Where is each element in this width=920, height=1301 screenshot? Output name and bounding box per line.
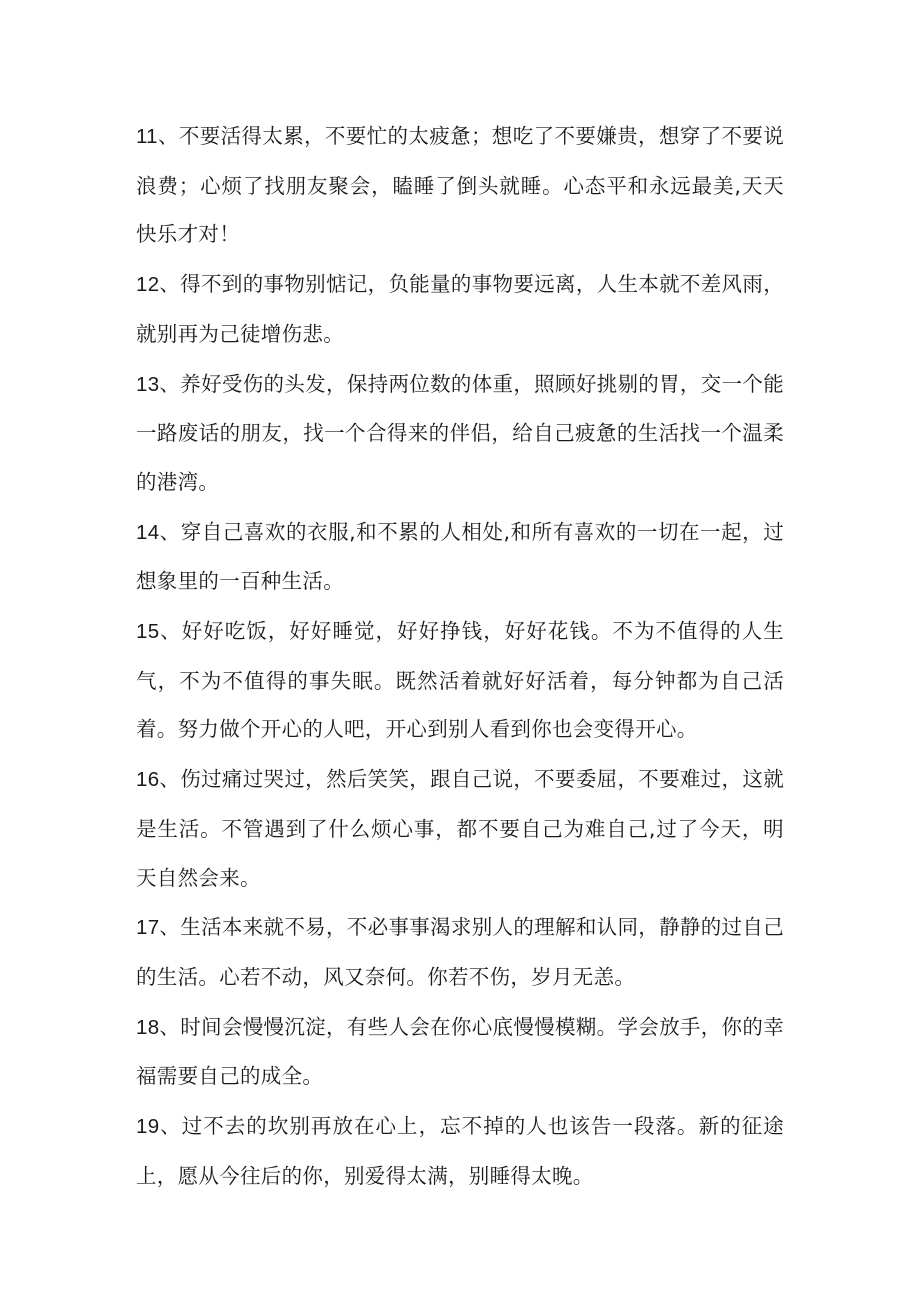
paragraph-15 [136, 607, 784, 754]
paragraph-number: 19 [136, 1115, 160, 1139]
paragraph-number: 14 [136, 520, 160, 544]
paragraph-number: 17 [136, 916, 160, 940]
paragraph-separator: 、 [159, 915, 181, 940]
paragraph-text: 伤过痛过哭过，然后笑笑，跟自己说，不要委屈，不要难过，这就是生活。不管遇到了什么烦心事，都不要自己为难自己,过了今天，明天自然会来。 [136, 767, 784, 890]
paragraph-text: 生活本来就不易，不必事事渴求别人的理解和认同，静静的过自己的生活。心若不动，风又奈何。你若不伤，岁月无恙。 [136, 915, 784, 989]
paragraph-13 [136, 360, 784, 507]
paragraph-separator: 、 [157, 124, 179, 148]
paragraph-number: 11 [136, 125, 158, 148]
paragraph-text: 好好吃饭，好好睡觉，好好挣钱，好好花钱。不为不值得的人生气，不为不值得的事失眠。既然活着就好好活着，每分钟都为自己活着。努力做个开心的人吧，开心到别人看到你也会变得开心。 [136, 619, 784, 742]
paragraph-separator: 、 [159, 272, 181, 297]
paragraph-separator: 、 [159, 619, 182, 644]
paragraph-text: 不要活得太累，不要忙的太疲惫；想吃了不要嫌贵，想穿了不要说浪费；心烦了找朋友聚会，瞌睡了倒头就睡。心态平和永远最美,天天快乐才对！ [136, 124, 784, 247]
paragraph-number: 12 [136, 273, 160, 297]
paragraph-number: 15 [136, 620, 160, 644]
paragraph-16 [136, 755, 784, 902]
paragraph-12 [136, 260, 784, 358]
paragraph-text: 时间会慢慢沉淀，有些人会在你心底慢慢模糊。学会放手，你的幸福需要自己的成全。 [136, 1014, 784, 1089]
paragraph-number: 16 [136, 768, 160, 792]
document-body [136, 112, 784, 1201]
paragraph-17 [136, 903, 784, 1001]
paragraph-text: 养好受伤的头发，保持两位数的体重，照顾好挑剔的胃，交一个能一路废话的朋友，找一个合得来的伴侣，给自己疲惫的生活找一个温柔的港湾。 [136, 371, 784, 494]
paragraph-separator: 、 [159, 371, 181, 396]
paragraph-separator: 、 [159, 1014, 181, 1039]
paragraph-text: 过不去的坎别再放在心上，忘不掉的人也该告一段落。新的征途上，愿从今往后的你，别爱得太满，别睡得太晚。 [136, 1114, 784, 1188]
paragraph-19 [136, 1102, 784, 1200]
paragraph-separator: 、 [159, 519, 181, 544]
paragraph-14 [136, 508, 784, 606]
paragraph-18 [136, 1003, 784, 1101]
paragraph-text: 穿自己喜欢的衣服,和不累的人相处,和所有喜欢的一切在一起，过想象里的一百种生活。 [136, 519, 784, 594]
paragraph-11 [136, 112, 784, 259]
paragraph-number: 18 [136, 1015, 160, 1039]
paragraph-separator: 、 [159, 1114, 182, 1139]
paragraph-text: 得不到的事物别惦记，负能量的事物要远离，人生本就不差风雨，就别再为己徒增伤悲。 [136, 272, 784, 346]
paragraph-number: 13 [136, 372, 160, 396]
paragraph-separator: 、 [159, 767, 181, 792]
